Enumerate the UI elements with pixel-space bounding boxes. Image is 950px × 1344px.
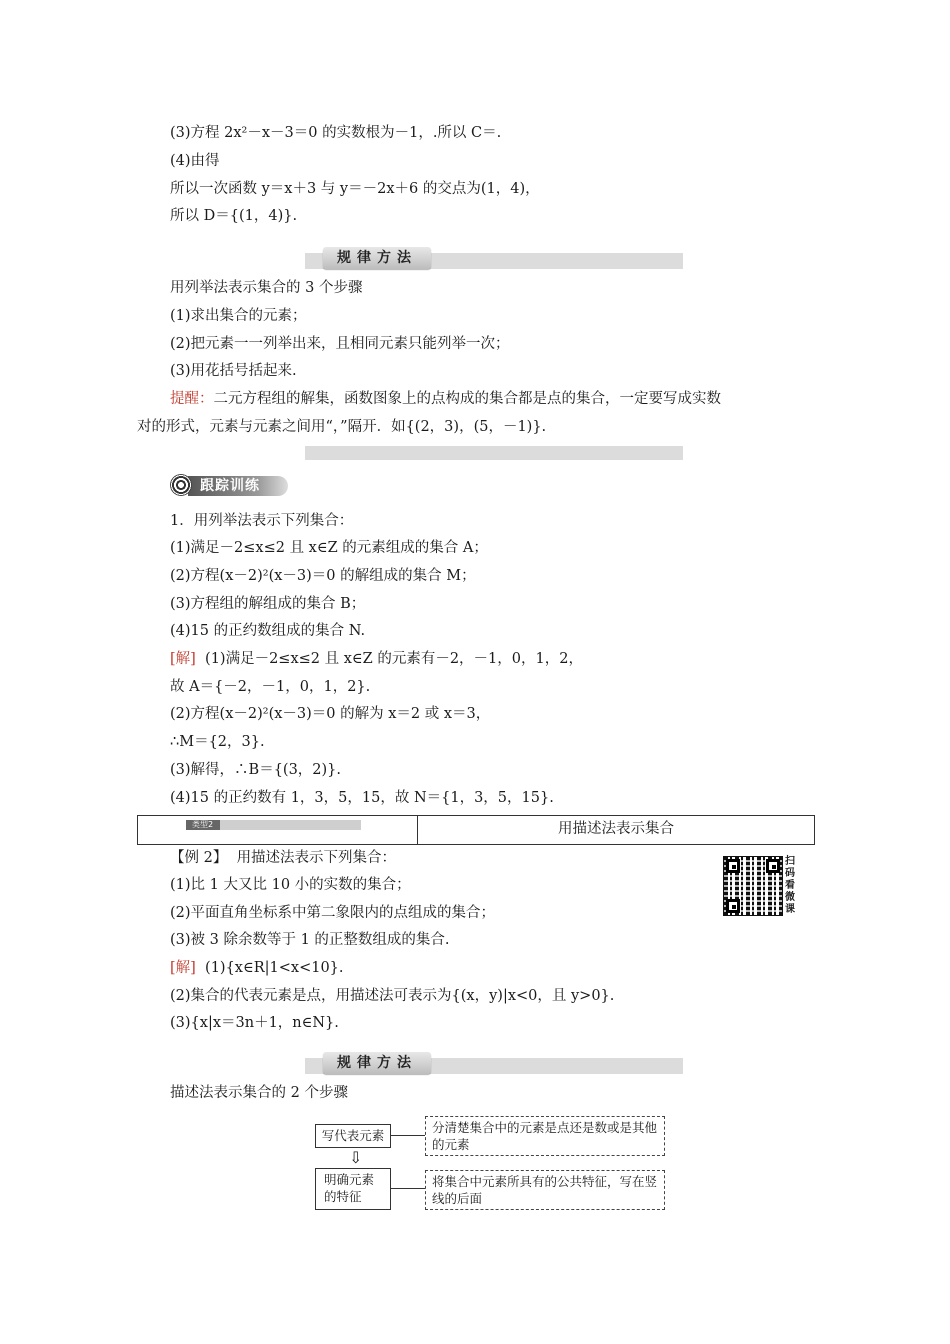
question-line: (2)方程(x－2)²(x－3)＝0 的解组成的集合 M； (170, 568, 476, 584)
solution-text: (1){x∈R|1<x<10}. (205, 960, 344, 976)
question-line: (3)方程组的解组成的集合 B； (170, 596, 366, 612)
type-title: 用描述法表示集合 (558, 821, 674, 837)
solution-line: (3){x|x＝3n＋1，n∈N}. (170, 1015, 339, 1031)
diagram-note1-box: 分清楚集合中的元素是点还是数或是其他的元素 (425, 1116, 665, 1156)
solution-line (170, 649, 583, 669)
solution-line (170, 958, 344, 978)
type-tag-cell (138, 816, 418, 844)
training-label: 跟踪训练 (188, 476, 288, 496)
example-label: 【例 2】 (170, 850, 228, 866)
method-banner-title: 规律方法 (323, 247, 431, 269)
type-tag: 类型2 (186, 820, 361, 830)
example-item: (1)比 1 大又比 10 小的实数的集合； (170, 877, 411, 893)
method-step: (2)把元素一一列举出来，且相同元素只能列举一次； (170, 336, 510, 352)
question-line: 1．用列举法表示下列集合： (170, 513, 354, 529)
solution-text: (1)满足－2≤x≤2 且 x∈Z 的元素有－2，－1，0，1，2， (205, 651, 583, 667)
example-line (170, 848, 396, 868)
qr-code[interactable] (723, 856, 783, 916)
method-banner (305, 1055, 683, 1074)
diagram-step1-box: 写代表元素 (315, 1124, 391, 1148)
diagram-connector (391, 1188, 425, 1189)
method-title: 用列举法表示集合的 3 个步骤 (170, 280, 363, 296)
training-header (170, 474, 290, 498)
tip-line: 对的形式，元素与元素之间用“，”隔开．如{(2，3)，(5，－1)}. (137, 419, 547, 435)
question-line: (1)满足－2≤x≤2 且 x∈Z 的元素组成的集合 A； (170, 540, 488, 556)
text-line: (4)由得 (170, 153, 220, 169)
text-line: 所以 D＝{(1，4)}. (170, 208, 298, 224)
tip-label: 提醒： (170, 391, 214, 407)
solution-line: ∴M＝{2，3}. (170, 734, 265, 750)
solution-line: (2)方程(x－2)²(x－3)＝0 的解为 x＝2 或 x＝3， (170, 706, 491, 722)
method-title: 描述法表示集合的 2 个步骤 (170, 1085, 348, 1101)
example-item: (3)被 3 除余数等于 1 的正整数组成的集合. (170, 932, 450, 948)
method-banner-title: 规律方法 (323, 1052, 431, 1074)
text-line: (3)方程 2x²－x－3＝0 的实数根为－1，.所以 C＝. (170, 125, 502, 141)
diagram-note2-box: 将集合中元素所具有的公共特征，写在竖线的后面 (425, 1170, 665, 1210)
solution-line: 故 A＝{－2，－1，0，1，2}. (170, 679, 371, 695)
method-banner (305, 250, 683, 269)
section-divider (305, 446, 683, 460)
solution-label: [解] (170, 960, 196, 976)
method-step: (3)用花括号括起来. (170, 363, 297, 379)
type-header-table (137, 815, 815, 845)
solution-line: (2)集合的代表元素是点，用描述法可表示为{(x，y)|x<0，且 y>0}. (170, 988, 615, 1004)
qr-caption: 扫码看微课 (785, 856, 795, 915)
solution-line: (4)15 的正约数有 1，3，5，15，故 N＝{1，3，5，15}. (170, 790, 554, 806)
diagram-step2-box: 明确元素的特征 (315, 1168, 391, 1210)
target-icon (170, 474, 192, 496)
solution-line: (3)解得，∴B＝{(3，2)}. (170, 762, 342, 778)
solution-label: [解] (170, 651, 196, 667)
tip-line (170, 389, 721, 409)
text-line: 所以一次函数 y＝x＋3 与 y＝－2x＋6 的交点为(1，4)， (170, 181, 540, 197)
diagram-connector (391, 1135, 425, 1136)
question-line: (4)15 的正约数组成的集合 N. (170, 623, 366, 639)
example-prompt: 用描述法表示下列集合： (236, 850, 397, 866)
example-item: (2)平面直角坐标系中第二象限内的点组成的集合； (170, 905, 496, 921)
down-arrow-icon: ⇩ (349, 1148, 363, 1167)
method-step: (1)求出集合的元素； (170, 308, 307, 324)
tip-text: 二元方程组的解集，函数图象上的点构成的集合都是点的集合，一定要写成实数 (213, 391, 721, 407)
